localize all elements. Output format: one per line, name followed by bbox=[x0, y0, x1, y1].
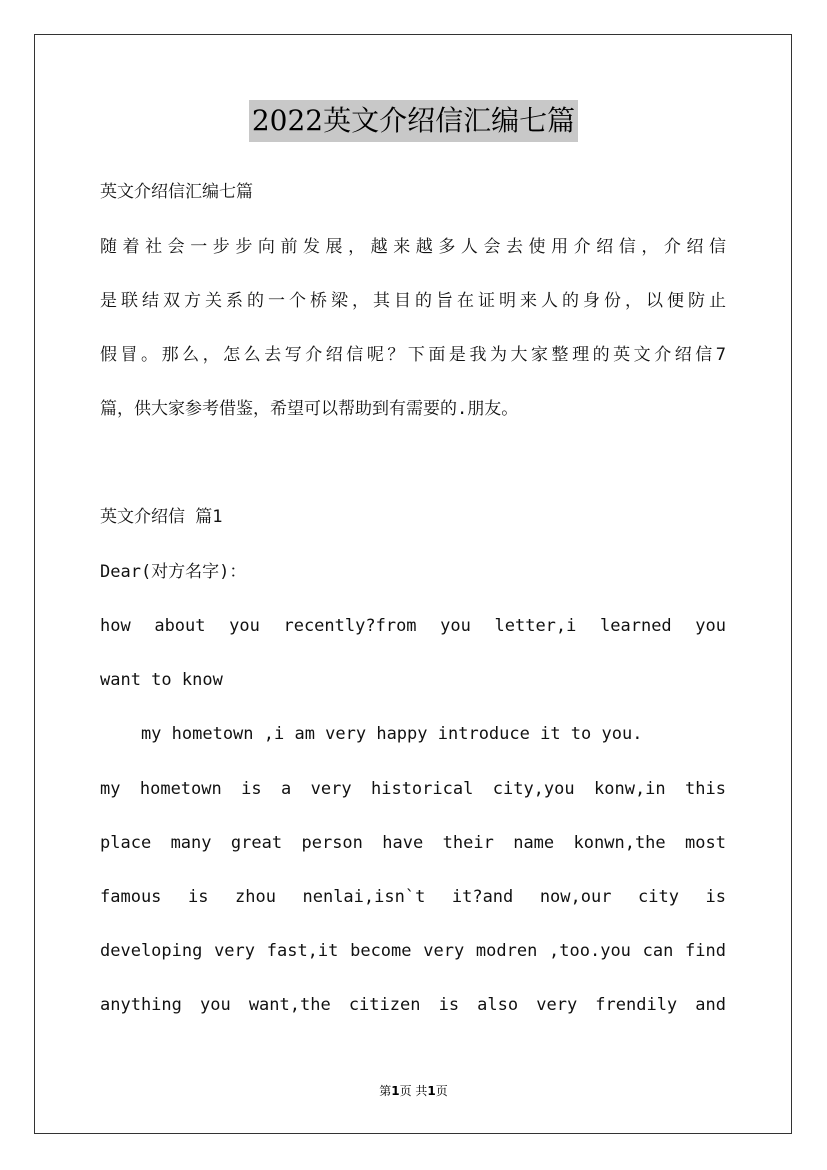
paragraph-line: 随着社会一步步向前发展，越来越多人会去使用介绍信，介绍信 bbox=[100, 237, 726, 257]
letter-line: anything you want,the citizen is also very frendily and bbox=[100, 995, 726, 1015]
document-title: 2022英文介绍信汇编七篇 bbox=[249, 100, 578, 142]
section-heading: 英文介绍信 篇1 bbox=[100, 507, 223, 527]
subtitle-line: 英文介绍信汇编七篇 bbox=[100, 182, 253, 202]
letter-line: want to know bbox=[100, 670, 223, 690]
footer-page-prefix: 第 bbox=[379, 1084, 392, 1098]
letter-line: place many great person have their name konwn,the most bbox=[100, 833, 726, 853]
letter-line: developing very fast,it become very modren ,too.you can find bbox=[100, 941, 726, 961]
paragraph-line: 是联结双方关系的一个桥梁，其目的旨在证明来人的身份，以便防止 bbox=[100, 291, 726, 311]
footer-page-suffix: 页 bbox=[435, 1084, 448, 1098]
letter-line: how about you recently?from you letter,i learned you bbox=[100, 616, 726, 636]
footer-page-mid: 页 共 bbox=[399, 1084, 428, 1098]
footer-page-total: 1 bbox=[427, 1084, 436, 1098]
salutation-line: Dear(对方名字)： bbox=[100, 562, 247, 582]
page-footer bbox=[0, 1082, 827, 1099]
title-block bbox=[0, 100, 827, 142]
letter-line: famous is zhou nenlai,isn`t it?and now,our city is bbox=[100, 887, 726, 907]
letter-line: my hometown ,i am very happy introduce it to you. bbox=[100, 724, 643, 744]
paragraph-line: 篇，供大家参考借鉴，希望可以帮助到有需要的.朋友。 bbox=[100, 399, 519, 419]
footer-page-number: 1 bbox=[391, 1084, 400, 1098]
paragraph-line: 假冒。那么，怎么去写介绍信呢？下面是我为大家整理的英文介绍信7 bbox=[100, 345, 726, 365]
letter-line: my hometown is a very historical city,you konw,in this bbox=[100, 779, 726, 799]
